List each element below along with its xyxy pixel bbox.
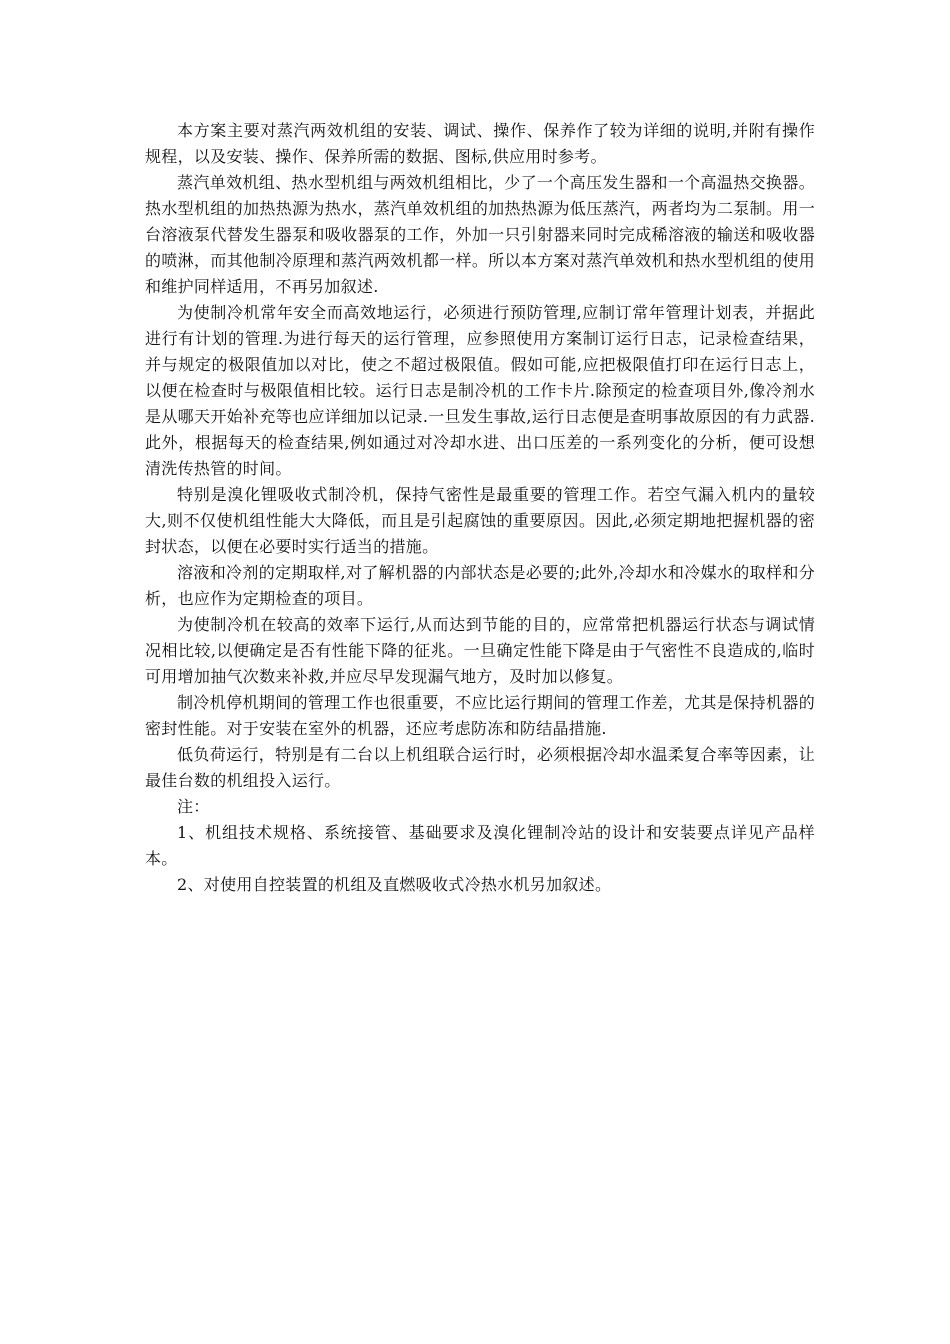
note-item-2: 2、对使用自控装置的机组及直燃吸收式冷热水机另加叙述。 [177, 875, 612, 894]
paragraph-single-effect: 蒸汽单效机组、热水型机组与两效机组相比，少了一个高压发生器和一个高温热交换器。热水型机组的加热热源为热水，蒸汽单效机组的加热热源为低压蒸汽，两者均为二泵制。用一台溶液泵代替发生器泵和吸收器泵的工作，外加一只引射器来同时完成稀溶液的输送和吸收器的喷淋，而其他制冷原理和蒸汽两效机都一样。所以本方案对蒸汽单效机和热水型机组的使用和维护同样适用，不再另加叙述. [145, 173, 815, 296]
paragraph-intro: 本方案主要对蒸汽两效机组的安装、调试、操作、保养作了较为详细的说明,并附有操作规程，以及安装、操作、保养所需的数据、图标,供应用时参考。 [145, 121, 815, 166]
paragraph-efficiency: 为使制冷机在较高的效率下运行,从而达到节能的目的，应常常把机器运行状态与调试情况相比较,以便确定是否有性能下降的征兆。一旦确定性能下降是由于气密性不良造成的,临时可用增加抽气次数来补救,并应尽早发现漏气地方，及时加以修复。 [145, 615, 815, 686]
paragraph-sampling: 溶液和冷剂的定期取样,对了解机器的内部状态是必要的;此外,冷却水和冷媒水的取样和分析，也应作为定期检查的项目。 [145, 563, 815, 608]
paragraph-shutdown: 制冷机停机期间的管理工作也很重要，不应比运行期间的管理工作差，尤其是保持机器的密封性能。对于安装在室外的机器，还应考虑防冻和防结晶措施. [145, 693, 815, 738]
paragraph-airtightness: 特别是溴化锂吸收式制冷机，保持气密性是最重要的管理工作。若空气漏入机内的量较大,则不仅使机组性能大大降低，而且是引起腐蚀的重要原因。因此,必须定期地把握机器的密封状态，以便在必要时实行适当的措施。 [145, 485, 815, 556]
paragraph-preventive-management: 为使制冷机常年安全而高效地运行，必须进行预防管理,应制订常年管理计划表，并据此进行有计划的管理.为进行每天的运行管理，应参照使用方案制订运行日志，记录检查结果，并与规定的极限值加以对比，使之不超过极限值。假如可能,应把极限值打印在运行日志上，以便在检查时与极限值相比较。运行日志是制冷机的工作卡片.除预定的检查项目外,像冷剂水是从哪天开始补充等也应详细加以记录.一旦发生事故,运行日志便是查明事故原因的有力武器.此外，根据每天的检查结果,例如通过对冷却水进、出口压差的一系列变化的分析，便可设想清洗传热管的时间。 [145, 303, 815, 478]
note-heading: 注： [177, 797, 210, 816]
paragraph-low-load: 低负荷运行，特别是有二台以上机组联合运行时，必须根据冷却水温柔复合率等因素，让最佳台数的机组投入运行。 [145, 745, 815, 790]
note-item-1: 1、机组技术规格、系统接管、基础要求及溴化锂制冷站的设计和安装要点详见产品样本。 [145, 823, 815, 868]
document-body [145, 118, 815, 898]
